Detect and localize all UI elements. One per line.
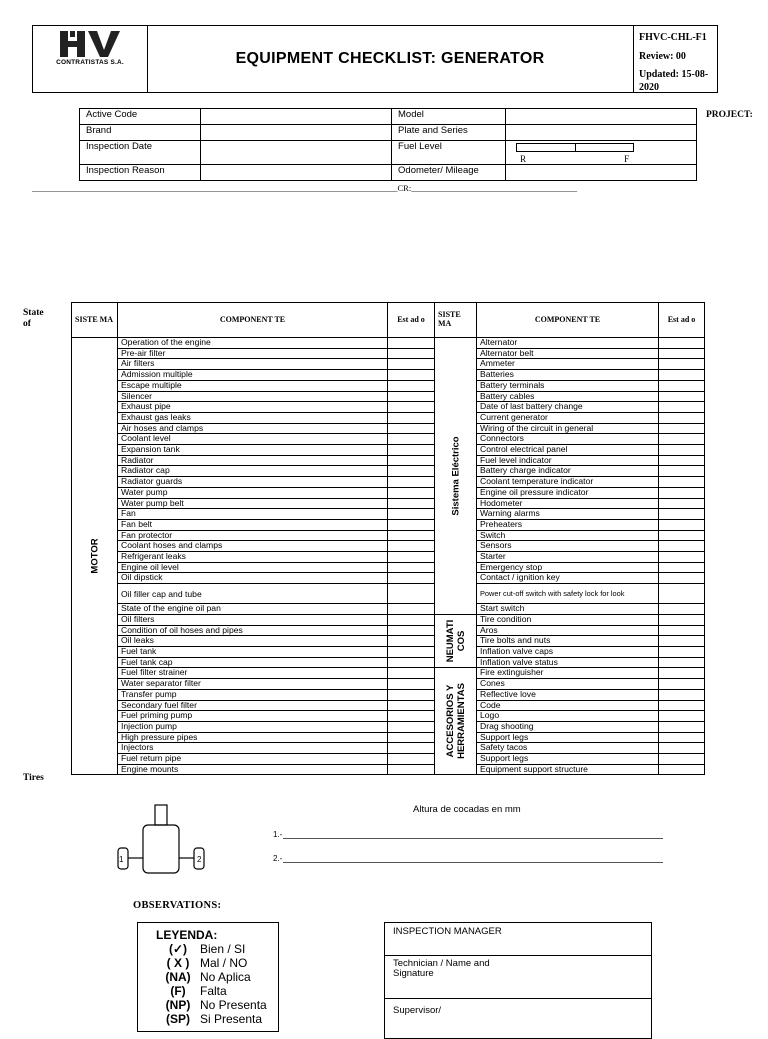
state-cell[interactable]	[388, 732, 435, 743]
info-row	[80, 141, 697, 165]
component-cell: Batteries	[477, 370, 659, 381]
col-component-right: COMPONENT TE	[477, 303, 659, 338]
system-cell-2	[435, 668, 477, 775]
tread-line-2[interactable]	[283, 862, 663, 863]
tread-line-2-label: 2.-	[273, 854, 283, 863]
table-row	[72, 689, 705, 700]
component-cell: Fuel return pipe	[118, 754, 388, 765]
component-cell: Air filters	[118, 359, 388, 370]
table-row	[72, 636, 705, 647]
component-cell: Battery cables	[477, 391, 659, 402]
legend-item	[156, 942, 278, 956]
state-cell[interactable]	[388, 466, 435, 477]
info-label: Model	[392, 109, 506, 125]
info-label: Inspection Date	[80, 141, 201, 165]
component-cell: Reflective love	[477, 689, 659, 700]
legend-item	[156, 956, 278, 970]
equipment-info-table	[79, 108, 697, 181]
component-cell: Oil leaks	[118, 636, 388, 647]
component-cell: Silencer	[118, 391, 388, 402]
component-cell: Escape multiple	[118, 380, 388, 391]
state-cell[interactable]	[388, 552, 435, 563]
state-of-label: State of	[23, 308, 44, 329]
component-cell: Wiring of the circuit in general	[477, 423, 659, 434]
cr-line: ______________________________________________________________________________________CR:_______________________________________	[32, 183, 577, 193]
system-cell-0	[435, 338, 477, 615]
legend-text: No Presenta	[200, 998, 267, 1012]
component-cell: Water pump belt	[118, 498, 388, 509]
table-row	[72, 487, 705, 498]
component-cell: Air hoses and clamps	[118, 423, 388, 434]
state-cell[interactable]	[388, 754, 435, 765]
table-row	[72, 604, 705, 615]
state-cell[interactable]	[388, 391, 435, 402]
supervisor-label: Supervisor/	[393, 1005, 442, 1016]
state-cell[interactable]	[388, 604, 435, 615]
logo-caption: CONTRATISTAS S.A.	[56, 59, 124, 66]
component-cell: Water pump	[118, 487, 388, 498]
component-cell: Switch	[477, 530, 659, 541]
component-cell: Transfer pump	[118, 689, 388, 700]
state-cell[interactable]	[659, 530, 705, 541]
tread-line-1-label: 1.-	[273, 830, 283, 839]
component-cell: Inflation valve caps	[477, 646, 659, 657]
signature-table	[384, 922, 652, 1039]
component-cell: Fuel level indicator	[477, 455, 659, 466]
state-cell[interactable]	[659, 380, 705, 391]
info-value-field[interactable]	[506, 141, 697, 165]
table-row	[72, 412, 705, 423]
component-cell: Oil filters	[118, 614, 388, 625]
component-cell: Coolant level	[118, 434, 388, 445]
col-state-right: Est ad o	[659, 303, 705, 338]
tread-height-title: Altura de cocadas en mm	[413, 804, 521, 815]
state-cell[interactable]	[388, 689, 435, 700]
component-cell: State of the engine oil pan	[118, 604, 388, 615]
component-cell: Power cut-off switch with safety lock for look	[477, 584, 659, 604]
state-cell[interactable]	[388, 348, 435, 359]
component-cell: Operation of the engine	[118, 338, 388, 349]
cr-label: CR:	[397, 183, 412, 193]
table-row	[72, 348, 705, 359]
state-cell[interactable]	[659, 646, 705, 657]
state-cell[interactable]	[388, 573, 435, 584]
table-row	[72, 562, 705, 573]
state-cell[interactable]	[659, 754, 705, 765]
component-cell: Battery charge indicator	[477, 466, 659, 477]
component-cell: Starter	[477, 552, 659, 563]
state-cell[interactable]	[388, 423, 435, 434]
company-logo	[33, 26, 148, 92]
state-cell[interactable]	[659, 743, 705, 754]
state-cell[interactable]	[388, 359, 435, 370]
state-cell[interactable]	[659, 711, 705, 722]
state-cell[interactable]	[659, 668, 705, 679]
info-label: Inspection Reason	[80, 165, 201, 181]
info-value-field[interactable]	[201, 109, 392, 125]
component-cell: Oil filler cap and tube	[118, 584, 388, 604]
state-cell[interactable]	[388, 477, 435, 488]
state-cell[interactable]	[659, 402, 705, 413]
legend-key: (NA)	[165, 970, 191, 984]
component-cell: Warning alarms	[477, 509, 659, 520]
state-cell[interactable]	[388, 614, 435, 625]
state-cell[interactable]	[388, 530, 435, 541]
table-row	[72, 625, 705, 636]
review-number: Review: 00	[639, 50, 686, 62]
state-cell[interactable]	[659, 584, 705, 604]
table-row	[72, 477, 705, 488]
table-row	[72, 509, 705, 520]
state-cell[interactable]	[388, 412, 435, 423]
component-cell: Tire bolts and nuts	[477, 636, 659, 647]
table-row	[72, 614, 705, 625]
document-meta	[633, 26, 717, 92]
state-cell[interactable]	[659, 625, 705, 636]
component-cell: Date of last battery change	[477, 402, 659, 413]
table-row	[72, 721, 705, 732]
state-cell[interactable]	[388, 434, 435, 445]
component-cell: Fuel tank cap	[118, 657, 388, 668]
col-system-left: SISTE MA	[72, 303, 118, 338]
table-row	[72, 445, 705, 456]
component-cell: Support legs	[477, 732, 659, 743]
state-cell[interactable]	[388, 700, 435, 711]
component-cell: Current generator	[477, 412, 659, 423]
legend-item	[156, 984, 278, 998]
state-cell[interactable]	[388, 636, 435, 647]
state-cell[interactable]	[388, 743, 435, 754]
state-cell[interactable]	[659, 700, 705, 711]
info-label: Odometer/ Mileage	[392, 165, 506, 181]
component-cell: Logo	[477, 711, 659, 722]
component-cell: Water separator filter	[118, 679, 388, 690]
table-row	[72, 498, 705, 509]
component-cell: Condition of oil hoses and pipes	[118, 625, 388, 636]
state-cell[interactable]	[388, 498, 435, 509]
component-cell: Sensors	[477, 541, 659, 552]
system-label: NEUMATI COS	[444, 619, 467, 663]
table-row	[72, 402, 705, 413]
header-box	[32, 25, 718, 93]
state-cell[interactable]	[659, 477, 705, 488]
component-cell: Tire condition	[477, 614, 659, 625]
table-row	[72, 679, 705, 690]
legend-key: ( X )	[166, 956, 190, 970]
table-row	[72, 466, 705, 477]
state-cell[interactable]	[659, 487, 705, 498]
fuel-r-label: R	[520, 154, 527, 164]
component-cell: Battery terminals	[477, 380, 659, 391]
state-cell[interactable]	[659, 359, 705, 370]
legend-key: (NP)	[165, 998, 191, 1012]
state-cell[interactable]	[659, 636, 705, 647]
component-cell: Connectors	[477, 434, 659, 445]
component-cell: Support legs	[477, 754, 659, 765]
component-cell: Contact / ignition key	[477, 573, 659, 584]
wheel-2-label: 2	[197, 855, 202, 864]
table-row	[72, 423, 705, 434]
state-cell[interactable]	[659, 721, 705, 732]
project-label: PROJECT:	[706, 110, 753, 120]
component-cell: Radiator cap	[118, 466, 388, 477]
component-cell: Hodometer	[477, 498, 659, 509]
info-value-field[interactable]	[506, 165, 697, 181]
component-cell: Injectors	[118, 743, 388, 754]
component-cell: Fan belt	[118, 519, 388, 530]
col-system-right: SISTE MA	[435, 303, 477, 338]
state-cell[interactable]	[388, 721, 435, 732]
component-cell: Expansion tank	[118, 445, 388, 456]
component-cell: Fuel tank	[118, 646, 388, 657]
tires-label: Tires	[23, 773, 44, 783]
component-cell: Engine oil level	[118, 562, 388, 573]
state-cell[interactable]	[388, 584, 435, 604]
table-row	[72, 754, 705, 765]
component-cell: Engine mounts	[118, 764, 388, 775]
wheel-1-label: 1	[119, 855, 124, 864]
info-value-field[interactable]	[506, 125, 697, 141]
component-cell: Ammeter	[477, 359, 659, 370]
table-row	[72, 732, 705, 743]
component-cell: Aros	[477, 625, 659, 636]
info-label: Plate and Series	[392, 125, 506, 141]
component-cell: Admission multiple	[118, 370, 388, 381]
table-row	[72, 359, 705, 370]
legend-key: (SP)	[166, 1012, 190, 1026]
state-cell[interactable]	[388, 764, 435, 775]
component-cell: Fan	[118, 509, 388, 520]
state-cell[interactable]	[659, 657, 705, 668]
info-value-field[interactable]	[201, 141, 392, 165]
info-value-field[interactable]	[201, 165, 392, 181]
table-row	[72, 657, 705, 668]
state-cell[interactable]	[388, 402, 435, 413]
state-cell[interactable]	[659, 764, 705, 775]
component-cell: Injection pump	[118, 721, 388, 732]
component-cell: Radiator	[118, 455, 388, 466]
state-cell[interactable]	[388, 625, 435, 636]
table-row	[72, 338, 705, 349]
state-cell[interactable]	[659, 541, 705, 552]
component-cell: Fuel priming pump	[118, 711, 388, 722]
component-cell: Fire extinguisher	[477, 668, 659, 679]
table-row	[72, 552, 705, 563]
component-cell: Start switch	[477, 604, 659, 615]
component-cell: Coolant hoses and clamps	[118, 541, 388, 552]
state-cell[interactable]	[659, 732, 705, 743]
info-value-field[interactable]	[201, 125, 392, 141]
table-row	[72, 584, 705, 604]
technician-label: Technician / Name and Signature	[393, 958, 490, 979]
inspection-manager-cell: INSPECTION MANAGER	[385, 923, 652, 956]
state-cell[interactable]	[659, 391, 705, 402]
info-row	[80, 109, 697, 125]
component-cell: Control electrical panel	[477, 445, 659, 456]
component-cell: Emergency stop	[477, 562, 659, 573]
tread-line-1[interactable]	[283, 838, 663, 839]
component-cell: Coolant temperature indicator	[477, 477, 659, 488]
state-cell[interactable]	[659, 573, 705, 584]
component-cell: Oil dipstick	[118, 573, 388, 584]
state-cell[interactable]	[388, 445, 435, 456]
system-label: Sistema Eléctrico	[450, 436, 461, 516]
component-cell: Refrigerant leaks	[118, 552, 388, 563]
state-cell[interactable]	[659, 509, 705, 520]
info-label: Fuel Level	[392, 141, 506, 165]
component-cell: Secondary fuel filter	[118, 700, 388, 711]
component-cell: Inflation valve status	[477, 657, 659, 668]
state-cell[interactable]	[659, 370, 705, 381]
component-cell: Fan protector	[118, 530, 388, 541]
table-row	[72, 668, 705, 679]
table-row	[72, 573, 705, 584]
state-cell[interactable]	[388, 541, 435, 552]
legend-text: Bien / SI	[200, 942, 246, 956]
state-cell[interactable]	[659, 519, 705, 530]
state-cell[interactable]	[388, 487, 435, 498]
state-cell[interactable]	[388, 646, 435, 657]
document-title: EQUIPMENT CHECKLIST: GENERATOR	[147, 26, 634, 92]
legend-text: Falta	[200, 984, 227, 998]
document-code: FHVC-CHL-F1	[639, 32, 707, 43]
checklist-table	[71, 302, 705, 775]
state-cell[interactable]	[659, 689, 705, 700]
state-cell[interactable]	[659, 455, 705, 466]
technician-signature-cell[interactable]	[385, 956, 652, 999]
table-row	[72, 380, 705, 391]
info-label: Brand	[80, 125, 201, 141]
legend-item	[156, 970, 278, 984]
component-cell: High pressure pipes	[118, 732, 388, 743]
state-cell[interactable]	[388, 380, 435, 391]
fuel-f-label: F	[624, 154, 630, 164]
component-cell: Fuel filter strainer	[118, 668, 388, 679]
table-row	[72, 455, 705, 466]
legend-item	[156, 998, 278, 1012]
state-cell[interactable]	[388, 509, 435, 520]
component-cell: Radiator guards	[118, 477, 388, 488]
state-cell[interactable]	[388, 657, 435, 668]
state-cell[interactable]	[388, 562, 435, 573]
legend-box	[137, 922, 279, 1032]
state-cell[interactable]	[659, 338, 705, 349]
state-cell[interactable]	[659, 434, 705, 445]
legend-key: (F)	[170, 984, 186, 998]
table-row	[72, 530, 705, 541]
legend-text: Mal / NO	[200, 956, 248, 970]
system-cell-motor	[72, 338, 118, 775]
state-cell[interactable]	[659, 423, 705, 434]
table-row	[72, 434, 705, 445]
state-cell[interactable]	[388, 455, 435, 466]
fuel-gauge[interactable]	[516, 143, 634, 152]
state-cell[interactable]	[659, 552, 705, 563]
col-component-left: COMPONENT TE	[118, 303, 388, 338]
state-cell[interactable]	[388, 519, 435, 530]
state-cell[interactable]	[388, 370, 435, 381]
component-cell: Exhaust gas leaks	[118, 412, 388, 423]
info-value-field[interactable]	[506, 109, 697, 125]
info-label: Active Code	[80, 109, 201, 125]
table-row	[72, 700, 705, 711]
component-cell: Safety tacos	[477, 743, 659, 754]
table-row	[72, 541, 705, 552]
table-row	[72, 391, 705, 402]
table-row	[72, 764, 705, 775]
state-cell[interactable]	[659, 679, 705, 690]
info-row	[80, 125, 697, 141]
col-state-left: Est ad o	[388, 303, 435, 338]
legend-text: Si Presenta	[200, 1012, 263, 1026]
component-cell: Engine oil pressure indicator	[477, 487, 659, 498]
info-row	[80, 165, 697, 181]
system-label: ACCESORIOS Y HERRAMIENTAS	[444, 683, 467, 760]
component-cell: Drag shooting	[477, 721, 659, 732]
table-row	[72, 519, 705, 530]
state-cell[interactable]	[388, 679, 435, 690]
system-label-motor: MOTOR	[89, 538, 100, 574]
observations-label: OBSERVATIONS:	[133, 900, 222, 911]
table-row	[72, 646, 705, 657]
component-cell: Alternator	[477, 338, 659, 349]
legend-text: No Aplica	[200, 970, 251, 984]
supervisor-signature-cell[interactable]	[385, 999, 652, 1039]
updated-date: Updated: 15-08-2020	[639, 69, 709, 93]
state-cell[interactable]	[659, 348, 705, 359]
component-cell: Equipment support structure	[477, 764, 659, 775]
state-cell[interactable]	[659, 445, 705, 456]
component-cell: Code	[477, 700, 659, 711]
table-row	[72, 370, 705, 381]
component-cell: Alternator belt	[477, 348, 659, 359]
state-cell[interactable]	[659, 412, 705, 423]
component-cell: Exhaust pipe	[118, 402, 388, 413]
state-cell[interactable]	[659, 562, 705, 573]
state-cell[interactable]	[388, 338, 435, 349]
table-row	[72, 711, 705, 722]
component-cell: Preheaters	[477, 519, 659, 530]
table-row	[72, 743, 705, 754]
legend-title: LEYENDA:	[156, 928, 218, 942]
legend-key: (✓)	[168, 942, 188, 956]
state-cell[interactable]	[659, 604, 705, 615]
state-cell[interactable]	[388, 668, 435, 679]
system-cell-1	[435, 614, 477, 668]
state-cell[interactable]	[659, 498, 705, 509]
state-cell[interactable]	[659, 466, 705, 477]
component-cell: Pre-air filter	[118, 348, 388, 359]
component-cell: Cones	[477, 679, 659, 690]
state-cell[interactable]	[388, 711, 435, 722]
state-cell[interactable]	[659, 614, 705, 625]
